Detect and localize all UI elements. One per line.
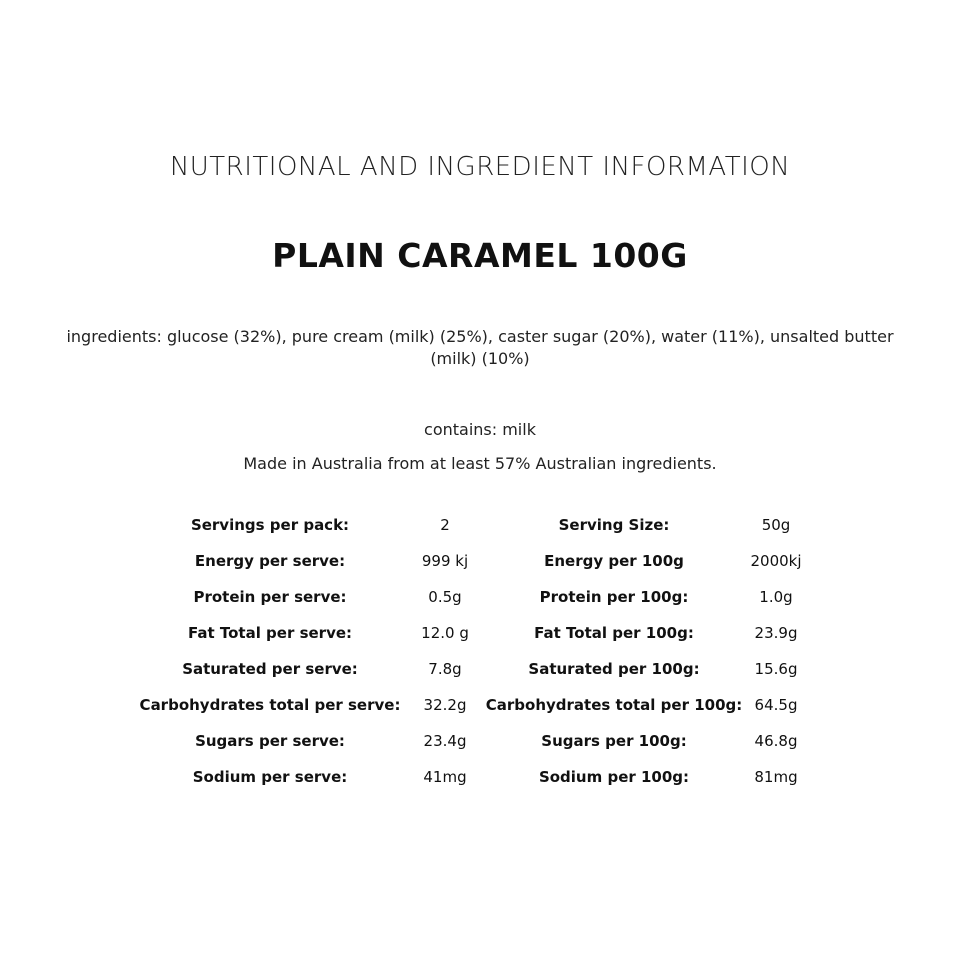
product-title: PLAIN CARAMEL 100G <box>272 236 688 275</box>
per-serve-value: 999 kj <box>421 552 469 570</box>
per-100g-label: Saturated per 100g: <box>528 660 700 678</box>
per-serve-label: Saturated per serve: <box>182 660 358 678</box>
per-serve-value: 7.8g <box>428 660 462 678</box>
per-serve-value: 2 <box>440 516 450 534</box>
per-100g-label: Sodium per 100g: <box>538 768 690 786</box>
allergen-statement: contains: milk <box>424 420 536 439</box>
per-100g-value: 15.6g <box>754 660 798 678</box>
nutrition-table <box>0 510 960 798</box>
per-serve-value: 32.2g <box>423 696 467 714</box>
per-100g-label: Fat Total per 100g: <box>534 624 694 642</box>
per-serve-label: Sugars per serve: <box>195 732 345 750</box>
per-serve-value: 0.5g <box>428 588 462 606</box>
per-serve-label: Servings per pack: <box>190 516 350 534</box>
per-serve-label: Carbohydrates total per serve: <box>139 696 401 714</box>
nutrition-row <box>0 618 960 654</box>
per-100g-label: Energy per 100g <box>544 552 684 570</box>
per-100g-label: Sugars per 100g: <box>541 732 687 750</box>
nutrition-row <box>0 726 960 762</box>
per-100g-value: 50g <box>761 516 791 534</box>
per-serve-label: Energy per serve: <box>194 552 346 570</box>
per-100g-value: 46.8g <box>754 732 798 750</box>
per-serve-label: Protein per serve: <box>193 588 347 606</box>
per-serve-value: 12.0 g <box>421 624 469 642</box>
per-100g-label: Protein per 100g: <box>539 588 689 606</box>
per-serve-label: Sodium per serve: <box>192 768 348 786</box>
nutrition-row <box>0 690 960 726</box>
nutrition-row <box>0 546 960 582</box>
nutrition-row <box>0 762 960 798</box>
country-of-origin-statement: Made in Australia from at least 57% Australian ingredients. <box>243 454 717 473</box>
per-serve-value: 23.4g <box>423 732 467 750</box>
per-serve-value: 41mg <box>423 768 467 786</box>
per-100g-value: 1.0g <box>759 588 793 606</box>
per-100g-label: Carbohydrates total per 100g: <box>485 696 743 714</box>
per-100g-value: 81mg <box>754 768 798 786</box>
nutrition-row <box>0 654 960 690</box>
per-100g-value: 23.9g <box>754 624 798 642</box>
ingredients-text: ingredients: glucose (32%), pure cream (milk) (25%), caster sugar (20%), water (11%), unsalted butter (milk) (10%) <box>66 327 894 368</box>
nutrition-row <box>0 582 960 618</box>
page-header: NUTRITIONAL AND INGREDIENT INFORMATION <box>169 152 791 182</box>
per-serve-label: Fat Total per serve: <box>187 624 353 642</box>
per-100g-value: 64.5g <box>754 696 798 714</box>
per-100g-label: Serving Size: <box>558 516 670 534</box>
nutrition-row <box>0 510 960 546</box>
per-100g-value: 2000kj <box>750 552 802 570</box>
